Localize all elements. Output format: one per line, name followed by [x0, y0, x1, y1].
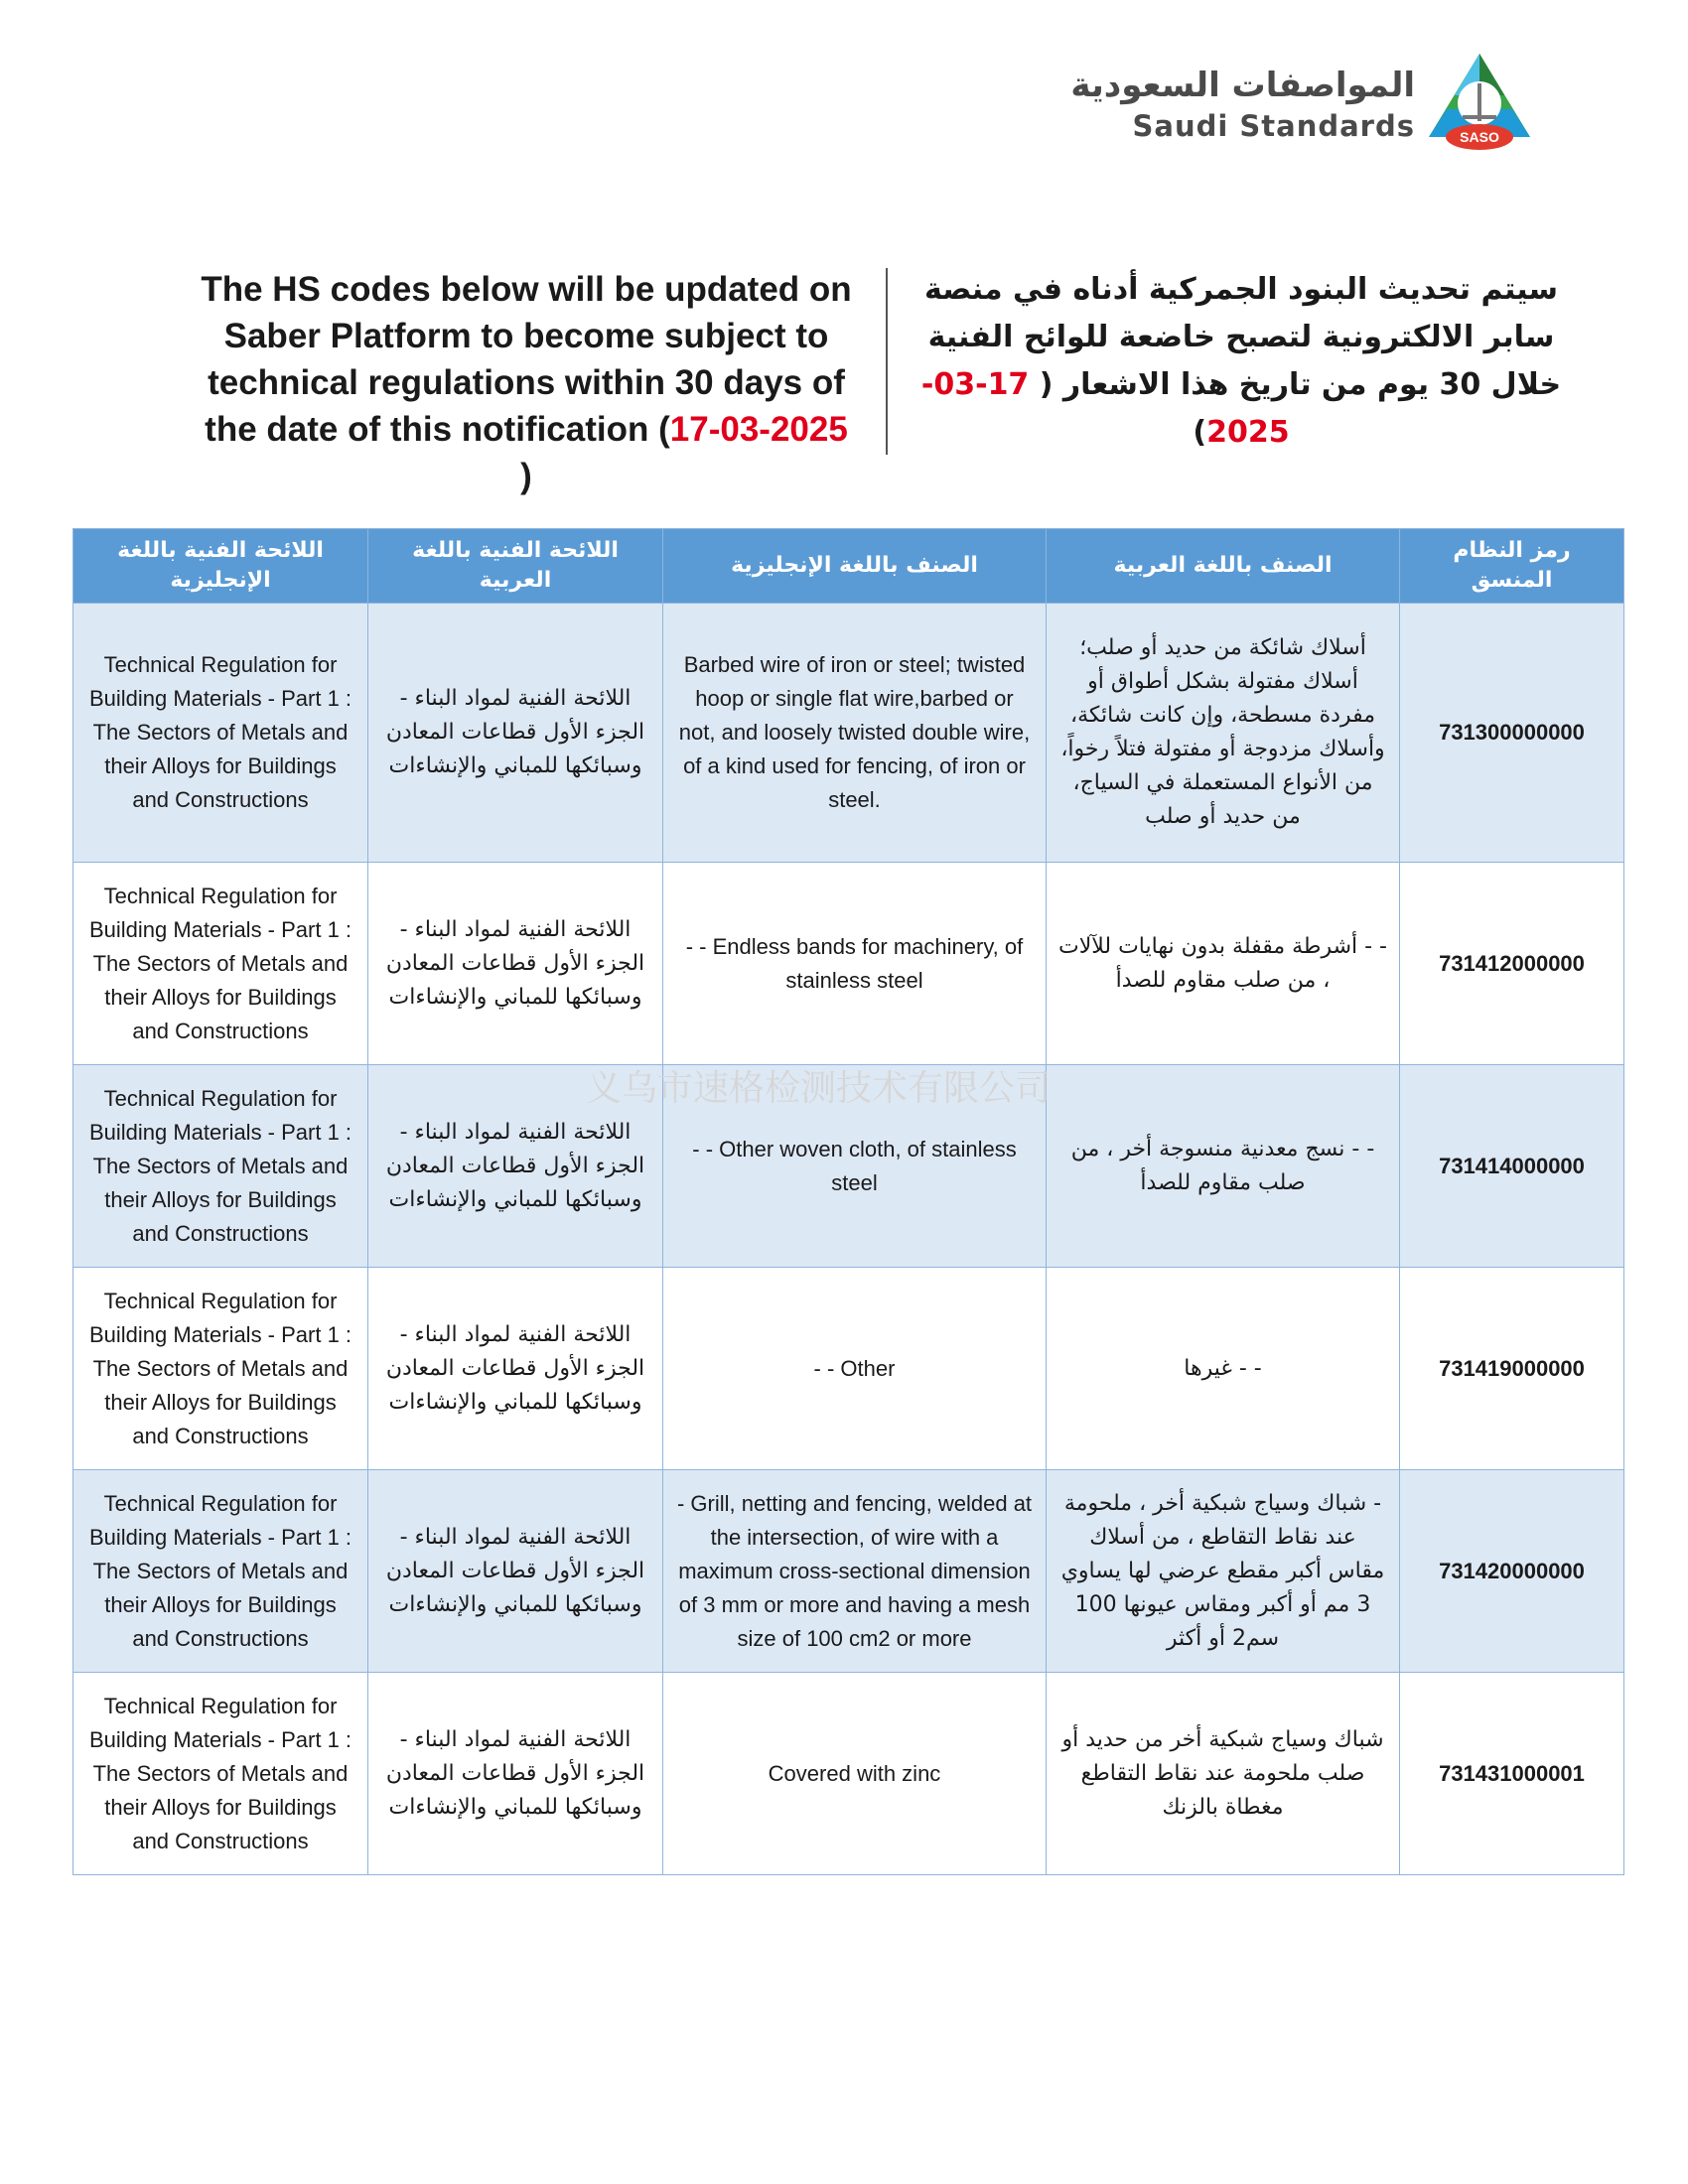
class-arabic-cell: - - نسج معدنية منسوجة أخر ، من صلب مقاوم للصدأ: [1047, 1065, 1400, 1268]
saso-logo: [1070, 52, 1534, 151]
regulation-english-cell: Technical Regulation for Building Materials - Part 1 : The Sectors of Metals and their Alloys for Buildings and Constructions: [73, 863, 368, 1065]
header-class-english: الصنف باللغة الإنجليزية: [663, 529, 1047, 604]
logo-english-text: Saudi Standards: [1132, 109, 1415, 143]
class-arabic-cell: أسلاك شائكة من حديد أو صلب؛ أسلاك مفتولة بشكل أطواق أو مفردة مسطحة، وإن كانت شائكة، وأسلاك مزدوجة أو مفتولة فتلاً رخواً، من الأنواع المستعملة في السياج، من حديد أو صلب: [1047, 604, 1400, 863]
header-class-arabic: الصنف باللغة العربية: [1047, 529, 1400, 604]
hs-code-cell: 731419000000: [1400, 1268, 1624, 1470]
notice-divider: [886, 268, 888, 455]
regulation-arabic-cell: اللائحة الفنية لمواد البناء - الجزء الأول قطاعات المعادن وسبائكها للمباني والإنشاءات: [368, 1268, 663, 1470]
class-english-cell: - - Endless bands for machinery, of stainless steel: [663, 863, 1047, 1065]
notice-english-close: ): [520, 457, 532, 495]
class-english-cell: Covered with zinc: [663, 1673, 1047, 1875]
hs-code-cell: 731414000000: [1400, 1065, 1624, 1268]
table-row: [73, 604, 1624, 863]
class-arabic-cell: - - غيرها: [1047, 1268, 1400, 1470]
hs-code-cell: 731300000000: [1400, 604, 1624, 863]
regulation-english-cell: Technical Regulation for Building Materials - Part 1 : The Sectors of Metals and their Alloys for Buildings and Constructions: [73, 1065, 368, 1268]
class-english-cell: - - Other: [663, 1268, 1047, 1470]
class-english-cell: Barbed wire of iron or steel; twisted hoop or single flat wire,barbed or not, and loosely twisted double wire, of a kind used for fencing, of iron or steel.: [663, 604, 1047, 863]
saso-emblem-icon: [1425, 52, 1534, 151]
table-row: [73, 1673, 1624, 1875]
logo-arabic-text: المواصفات السعودية: [1070, 66, 1415, 105]
notice-arabic: [899, 266, 1584, 457]
regulation-arabic-cell: اللائحة الفنية لمواد البناء - الجزء الأول قطاعات المعادن وسبائكها للمباني والإنشاءات: [368, 604, 663, 863]
hs-code-cell: 731412000000: [1400, 863, 1624, 1065]
class-arabic-cell: - شباك وسياج شبكية أخر ، ملحومة عند نقاط التقاطع ، من أسلاك مقاس أكبر مقطع عرضي لها يساوي 3 مم أو أكبر ومقاس عيونها 100 سم2 أو أكثر: [1047, 1470, 1400, 1673]
header-hs-code: رمز النظام المنسق: [1400, 529, 1624, 604]
regulation-english-cell: Technical Regulation for Building Materials - Part 1 : The Sectors of Metals and their Alloys for Buildings and Constructions: [73, 1673, 368, 1875]
class-english-cell: - Grill, netting and fencing, welded at the intersection, of wire with a maximum cross-sectional dimension of 3 mm or more and having a mesh size of 100 cm2 or more: [663, 1470, 1047, 1673]
header-regulation-english: اللائحة الفنية باللغة الإنجليزية: [73, 529, 368, 604]
notice-arabic-date: 17-03-2025: [920, 367, 1290, 450]
regulation-arabic-cell: اللائحة الفنية لمواد البناء - الجزء الأول قطاعات المعادن وسبائكها للمباني والإنشاءات: [368, 863, 663, 1065]
notice-english: [199, 266, 854, 499]
regulation-arabic-cell: اللائحة الفنية لمواد البناء - الجزء الأول قطاعات المعادن وسبائكها للمباني والإنشاءات: [368, 1470, 663, 1673]
notice-english-text: The HS codes below will be updated on Saber Platform to become subject to technical regulations within 30 days of the date of this notification (: [201, 270, 852, 449]
logo-badge-text: SASO: [1460, 129, 1499, 145]
notice-arabic-close: ): [1193, 415, 1207, 450]
table-row: [73, 863, 1624, 1065]
table-header-row: [73, 529, 1624, 604]
class-arabic-cell: - - أشرطة مقفلة بدون نهايات للآلات ، من صلب مقاوم للصدأ: [1047, 863, 1400, 1065]
hs-code-cell: 731431000001: [1400, 1673, 1624, 1875]
regulation-arabic-cell: اللائحة الفنية لمواد البناء - الجزء الأول قطاعات المعادن وسبائكها للمباني والإنشاءات: [368, 1673, 663, 1875]
table-row: [73, 1470, 1624, 1673]
hs-code-cell: 731420000000: [1400, 1470, 1624, 1673]
regulation-english-cell: Technical Regulation for Building Materials - Part 1 : The Sectors of Metals and their Alloys for Buildings and Constructions: [73, 1470, 368, 1673]
regulation-english-cell: Technical Regulation for Building Materials - Part 1 : The Sectors of Metals and their Alloys for Buildings and Constructions: [73, 1268, 368, 1470]
hs-codes-table: [72, 528, 1624, 1875]
notice-english-date: 17-03-2025: [669, 410, 848, 449]
class-english-cell: - - Other woven cloth, of stainless steel: [663, 1065, 1047, 1268]
class-arabic-cell: شباك وسياج شبكية أخر من حديد أو صلب ملحومة عند نقاط التقاطع مغطاة بالزنك: [1047, 1673, 1400, 1875]
table-row: [73, 1268, 1624, 1470]
regulation-english-cell: Technical Regulation for Building Materials - Part 1 : The Sectors of Metals and their Alloys for Buildings and Constructions: [73, 604, 368, 863]
watermark: 义乌市速格检测技术有限公司: [586, 1068, 1052, 1109]
notice-arabic-text: سيتم تحديث البنود الجمركية أدناه في منصة سابر الالكترونية لتصبح خاضعة للوائح الفنية خلال 30 يوم من تاريخ هذا الاشعار (: [924, 272, 1562, 402]
header-regulation-arabic: اللائحة الفنية باللغة العربية: [368, 529, 663, 604]
regulation-arabic-cell: اللائحة الفنية لمواد البناء - الجزء الأول قطاعات المعادن وسبائكها للمباني والإنشاءات: [368, 1065, 663, 1268]
